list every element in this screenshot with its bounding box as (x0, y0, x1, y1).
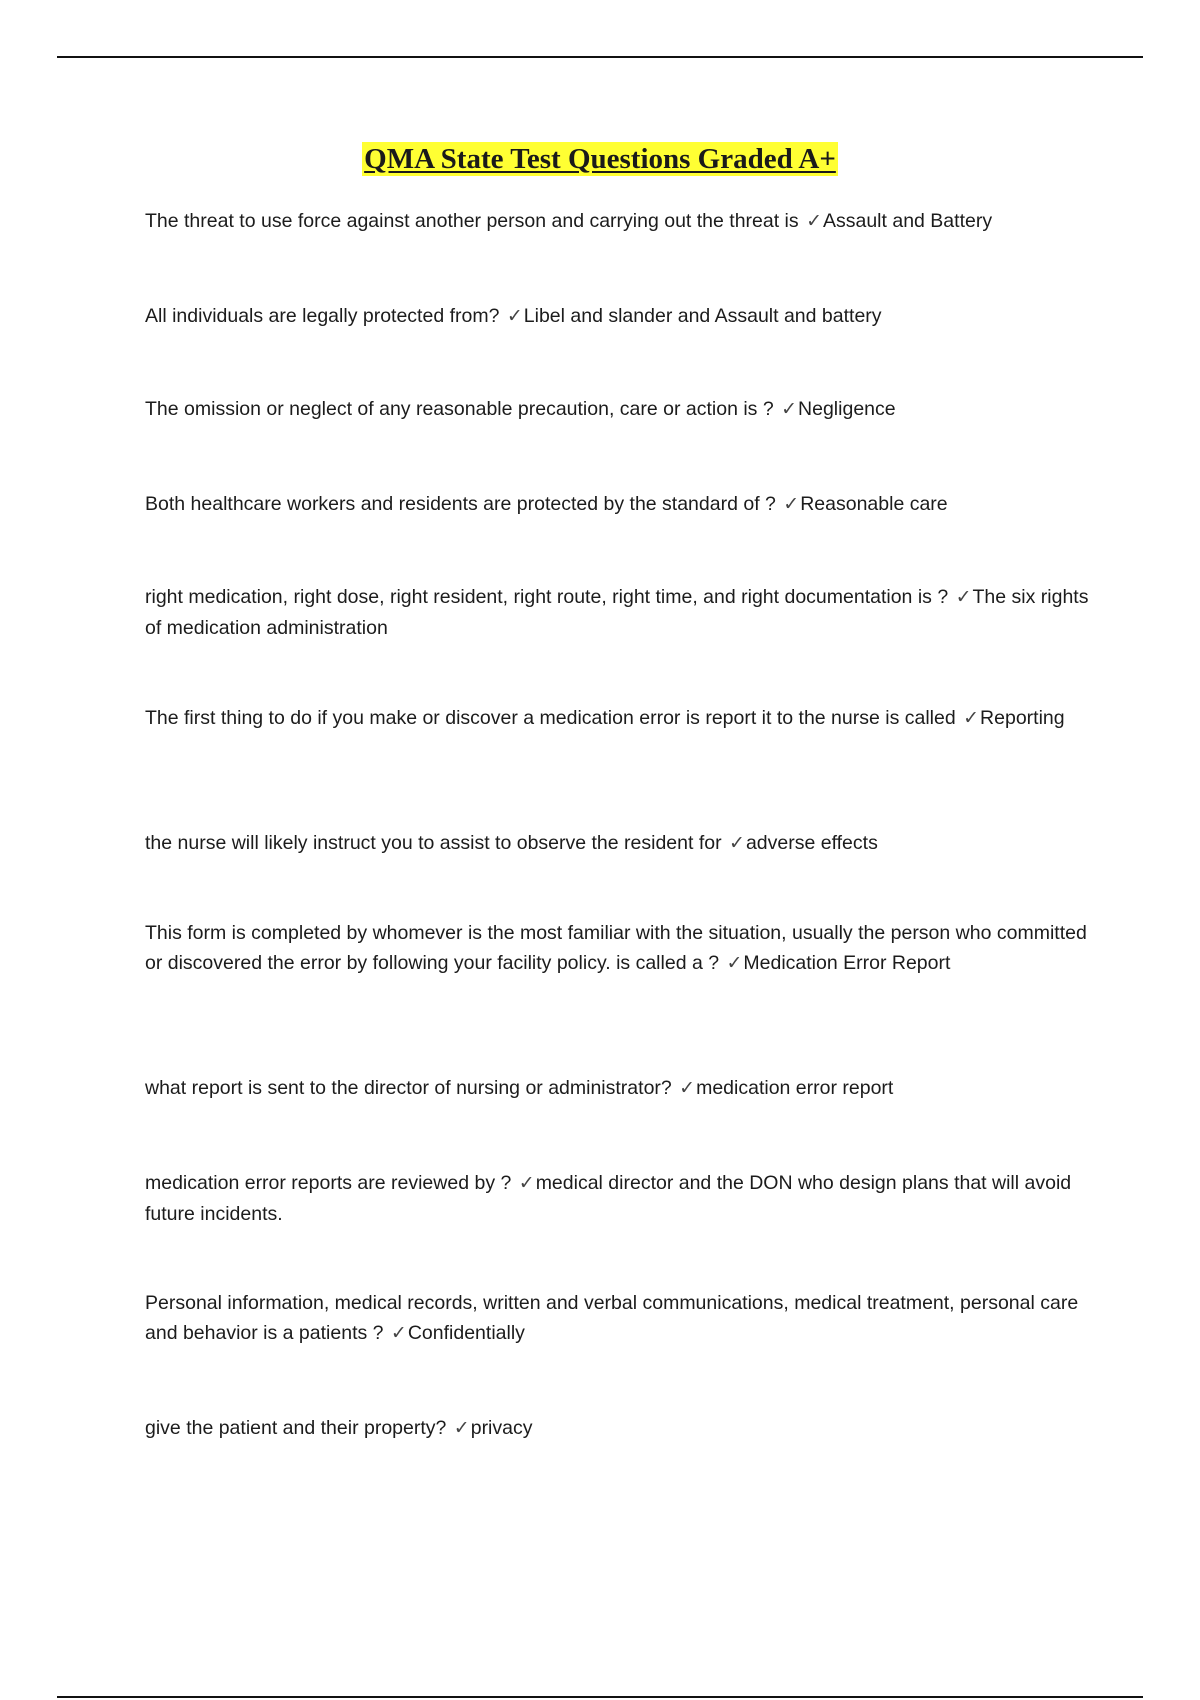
title-container (0, 142, 1200, 176)
footer-rule (57, 1696, 1143, 1698)
check-mark-icon: ✓ (390, 1323, 407, 1344)
header-rule (57, 56, 1143, 58)
question-text: This form is completed by whomever is the most familiar with the situation, usually the person who committed or discovered the error by following your facility policy. is called a ? (145, 922, 1087, 974)
answer-text: Medication Error Report (743, 952, 951, 974)
qa-item (145, 918, 1090, 979)
check-mark-icon: ✓ (781, 399, 798, 420)
answer-text: adverse effects (745, 832, 878, 854)
question-text: give the patient and their property? (145, 1417, 447, 1439)
check-mark-icon: ✓ (506, 306, 523, 327)
question-text: right medication, right dose, right resident, right route, right time, and right documentation is ? (145, 586, 949, 608)
question-text: All individuals are legally protected from? (145, 305, 500, 327)
check-mark-icon: ✓ (955, 587, 972, 608)
question-text: The threat to use force against another person and carrying out the threat is (145, 210, 799, 232)
question-text: what report is sent to the director of nursing or administrator? (145, 1077, 672, 1099)
answer-text: medical director and the DON who design plans that will avoid future incidents. (145, 1172, 1072, 1225)
answer-text: The six rights of medication administration (145, 586, 1089, 639)
answer-text: Confidentially (407, 1322, 525, 1344)
answer-text: Reasonable care (800, 493, 948, 515)
check-mark-icon: ✓ (453, 1418, 470, 1439)
check-mark-icon: ✓ (518, 1173, 535, 1194)
qa-item (145, 703, 1090, 734)
check-mark-icon: ✓ (806, 211, 822, 232)
check-mark-icon: ✓ (679, 1078, 696, 1099)
qa-item (145, 206, 1090, 237)
qa-item (145, 1073, 1090, 1104)
answer-text: medication error report (696, 1077, 894, 1099)
check-mark-icon: ✓ (963, 708, 980, 729)
check-mark-icon: ✓ (726, 953, 743, 974)
answer-text: privacy (470, 1417, 533, 1439)
question-text: The first thing to do if you make or discover a medication error is report it to the nurse is called (145, 707, 956, 729)
check-mark-icon: ✓ (783, 494, 800, 515)
question-text: Both healthcare workers and residents are protected by the standard of ? (145, 493, 776, 515)
check-mark-icon: ✓ (729, 833, 745, 854)
qa-item (145, 394, 1090, 425)
question-text: medication error reports are reviewed by ? (145, 1172, 512, 1194)
question-text: Personal information, medical records, written and verbal communications, medical treatment, personal care and behavior is a patients ? (145, 1292, 1079, 1344)
question-text: The omission or neglect of any reasonable precaution, care or action is ? (145, 398, 774, 420)
qa-item (145, 1413, 1090, 1444)
qa-item (145, 582, 1090, 643)
qa-item (145, 1168, 1090, 1229)
question-text: the nurse will likely instruct you to assist to observe the resident for (145, 832, 722, 854)
qa-item (145, 1288, 1090, 1349)
qa-item (145, 828, 1090, 859)
answer-text: Libel and slander and Assault and battery (523, 305, 882, 327)
document-title: QMA State Test Questions Graded A+ (364, 143, 836, 175)
answer-text: Assault and Battery (822, 210, 993, 232)
qa-item (145, 301, 1090, 332)
answer-text: Reporting (980, 707, 1065, 729)
answer-text: Negligence (798, 398, 896, 420)
qa-item (145, 489, 1090, 520)
